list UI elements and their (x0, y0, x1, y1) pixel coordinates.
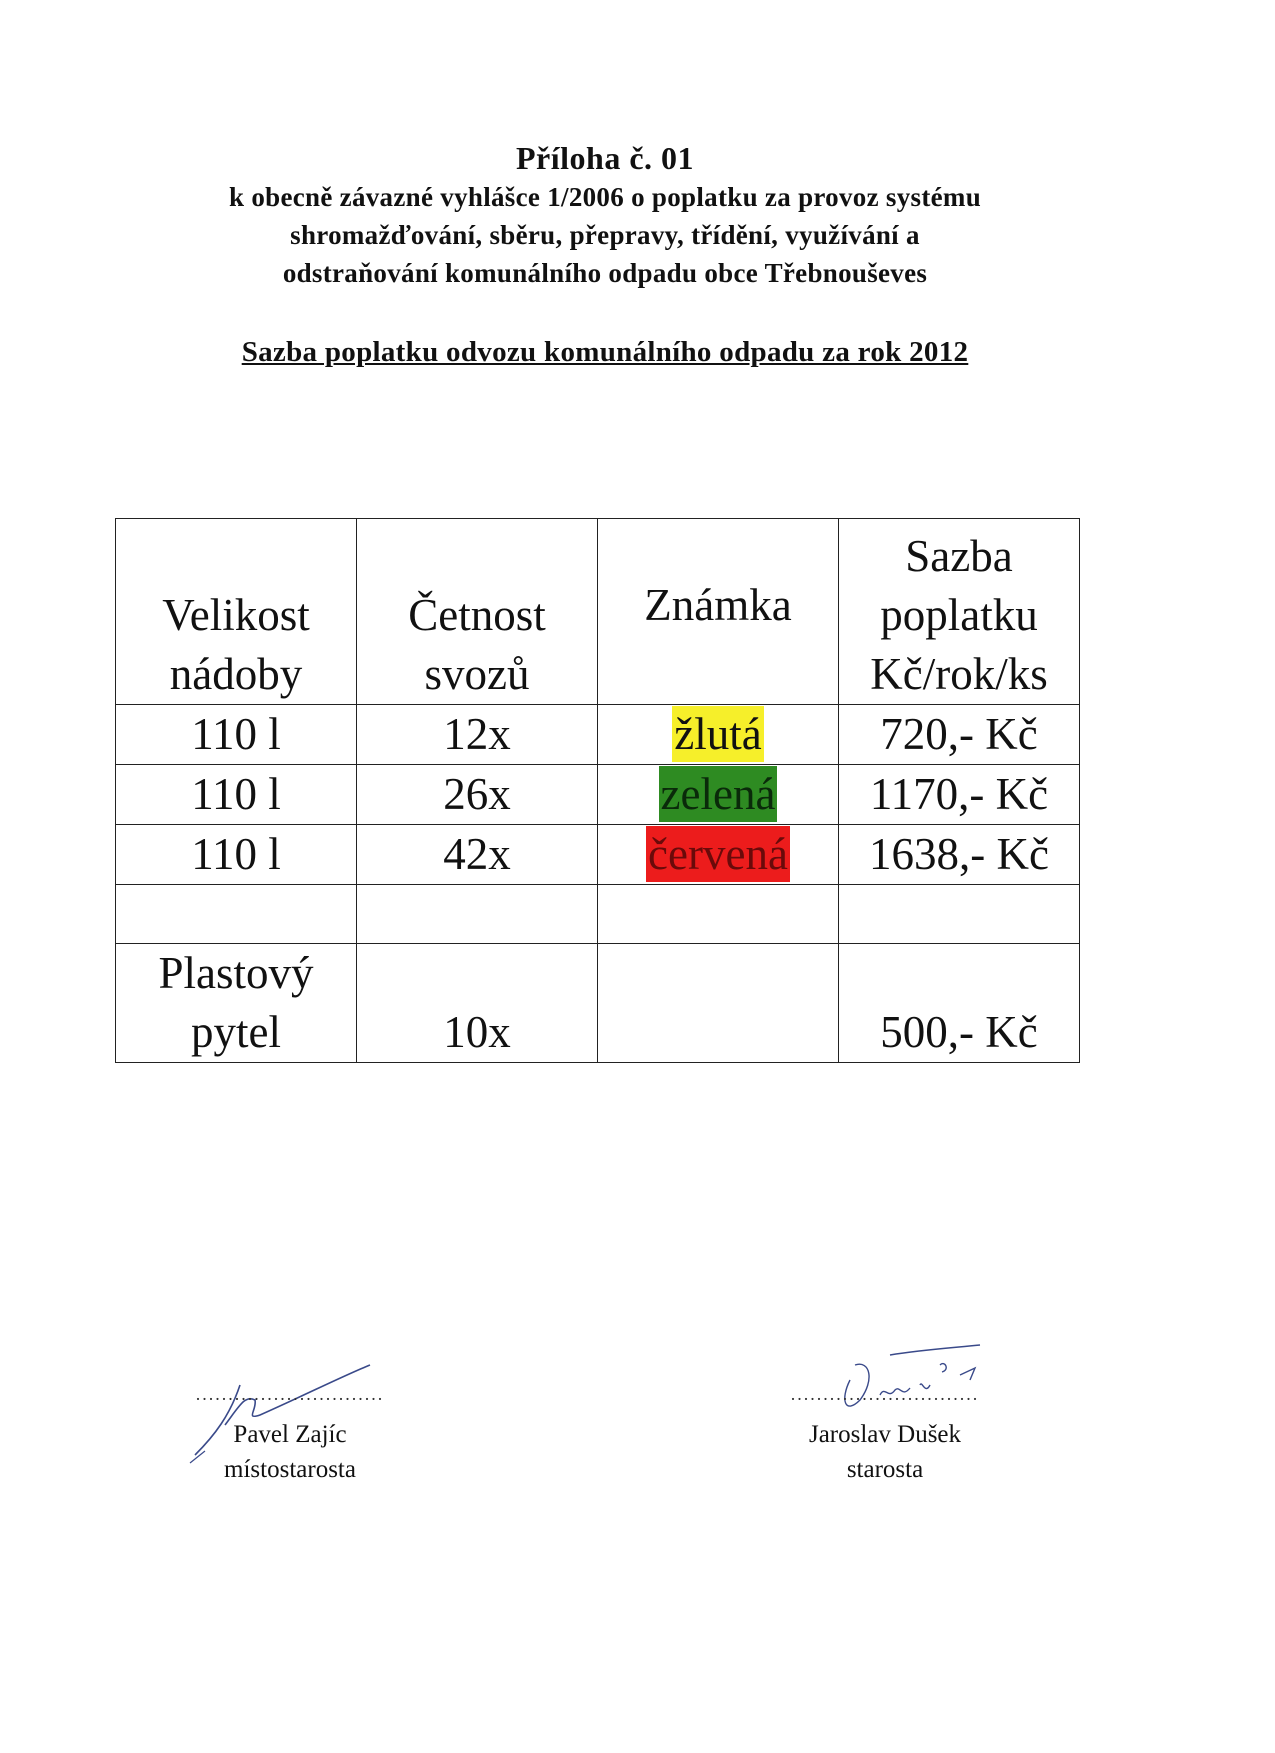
table-row-empty (116, 885, 1080, 944)
signatory-role: starosta (846, 1456, 924, 1483)
cell-size: 110 l (116, 825, 357, 885)
signature-line: ............................. (195, 1384, 385, 1404)
cell-rate: 1170,- Kč (839, 765, 1080, 825)
header-frequency (357, 519, 598, 705)
header-rate-line-2: poplatku (880, 590, 1038, 640)
cell-empty (357, 885, 598, 944)
signatory-name: Pavel Zajíc (233, 1421, 347, 1448)
fee-table (115, 518, 1080, 1063)
header-size-line-1: Velikost (162, 590, 310, 640)
cell-frequency: 12x (357, 705, 598, 765)
table-row (116, 825, 1080, 885)
cell-empty (598, 885, 839, 944)
cell-stamp (598, 765, 839, 825)
header-container-size (116, 519, 357, 705)
signatory-role: místostarosta (224, 1456, 356, 1483)
cell-empty (839, 885, 1080, 944)
header-rate (839, 519, 1080, 705)
header-rate-line-1: Sazba (905, 531, 1013, 581)
cell-frequency: 42x (357, 825, 598, 885)
header-frequency-line-2: svozů (424, 649, 530, 699)
bag-size-line-1: Plastový (158, 948, 314, 998)
cell-size: 110 l (116, 705, 357, 765)
header-frequency-line-1: Četnost (408, 590, 546, 640)
header-stamp-label: Známka (644, 580, 792, 630)
bag-size-line-2: pytel (191, 1007, 281, 1057)
cell-stamp (598, 825, 839, 885)
annex-title: Příloha č. 01 (515, 140, 695, 176)
stamp-green: zelená (659, 766, 778, 822)
stamp-yellow: žlutá (672, 706, 763, 762)
cell-frequency: 26x (357, 765, 598, 825)
cell-stamp (598, 705, 839, 765)
cell-bag-stamp (598, 944, 839, 1063)
stamp-red: červená (646, 826, 790, 882)
signature-line: ............................. (790, 1384, 980, 1404)
cell-rate: 720,- Kč (839, 705, 1080, 765)
header-size-line-2: nádoby (169, 649, 303, 699)
cell-bag-size (116, 944, 357, 1063)
decree-line-2: shromažďování, sběru, přepravy, třídění, využívání a (290, 220, 920, 250)
cell-size: 110 l (116, 765, 357, 825)
signature-block-left (140, 1385, 440, 1487)
table-header-row (116, 519, 1080, 705)
decree-line-3: odstraňování komunálního odpadu obce Třebnouševes (282, 258, 928, 288)
cell-bag-rate: 500,- Kč (839, 944, 1080, 1063)
fee-subtitle: Sazba poplatku odvozu komunálního odpadu za rok 2012 (241, 336, 969, 368)
document-header (0, 138, 1210, 292)
cell-bag-frequency: 10x (357, 944, 598, 1063)
cell-empty (116, 885, 357, 944)
signature-block-right (735, 1385, 1035, 1487)
table-row (116, 765, 1080, 825)
header-rate-line-3: Kč/rok/ks (870, 649, 1048, 699)
table-row-bag (116, 944, 1080, 1063)
table-row (116, 705, 1080, 765)
decree-line-1: k obecně závazné vyhlášce 1/2006 o poplatku za provoz systému (228, 182, 982, 212)
signatory-name: Jaroslav Dušek (808, 1421, 962, 1448)
cell-rate: 1638,- Kč (839, 825, 1080, 885)
header-stamp (598, 519, 839, 705)
